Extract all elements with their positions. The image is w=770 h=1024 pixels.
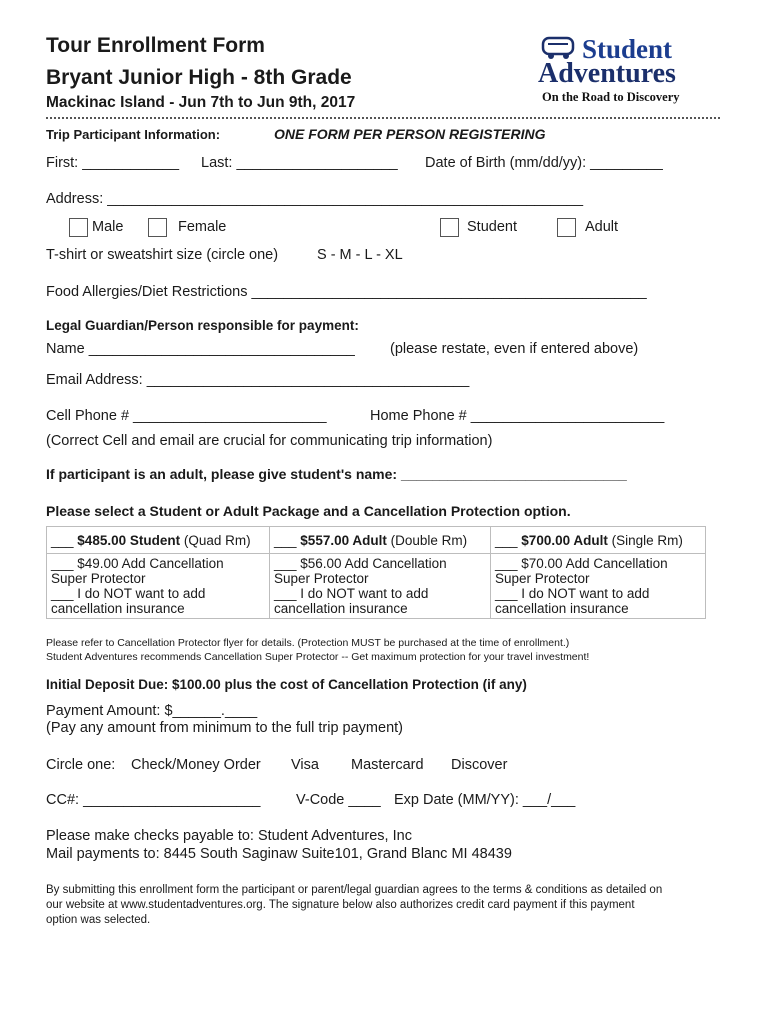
decline: ___ I do NOT want to add	[51, 586, 206, 601]
male-checkbox[interactable]	[69, 218, 88, 237]
price: $557.00 Adult	[300, 532, 387, 548]
terms-line-2: our website at www.studentadventures.org. The signature below also authorizes credit card payment if this payment	[46, 899, 635, 911]
room: (Double Rm)	[390, 532, 468, 548]
home-phone-field[interactable]: Home Phone # ________________________	[370, 408, 665, 424]
decline: ___ I do NOT want to add	[274, 586, 429, 601]
header-divider	[46, 117, 720, 119]
decline: ___ I do NOT want to add	[495, 586, 650, 601]
student-package-option[interactable]	[47, 527, 270, 554]
recommend-note: Student Adventures recommends Cancellation Super Protector -- Get maximum protection for your travel investment!	[46, 651, 590, 663]
logo-line2: Adventures	[538, 58, 676, 89]
blank: ___	[51, 532, 74, 548]
protect: ___ $56.00 Add Cancellation	[274, 556, 447, 571]
student-adventures-logo	[538, 34, 706, 106]
credit-card-field[interactable]: CC#: ______________________	[46, 792, 261, 808]
address-field[interactable]: Address: ___________________________________________________________	[46, 191, 584, 207]
package-table	[46, 526, 706, 619]
decline2: cancellation insurance	[495, 601, 629, 616]
protect: ___ $49.00 Add Cancellation	[51, 556, 224, 571]
terms-line-1: By submitting this enrollment form the participant or parent/legal guardian agrees to the terms & conditions as detailed on	[46, 884, 663, 896]
adult-single-package-option[interactable]	[491, 527, 706, 554]
deposit-note: Initial Deposit Due: $100.00 plus the cost of Cancellation Protection (if any)	[46, 677, 527, 692]
allergies-field[interactable]: Food Allergies/Diet Restrictions _________________________________________________	[46, 284, 647, 300]
protect2: Super Protector	[51, 571, 146, 586]
adult-double-package-option[interactable]	[270, 527, 491, 554]
guardian-name-field[interactable]: Name _________________________________	[46, 341, 355, 357]
mastercard-option[interactable]: Mastercard	[351, 757, 424, 773]
guardian-heading: Legal Guardian/Person responsible for payment:	[46, 318, 359, 333]
student-checkbox[interactable]	[440, 218, 459, 237]
logo-line1: Student	[582, 34, 673, 64]
shirt-size-options[interactable]: S - M - L - XL	[317, 247, 403, 263]
decline2: cancellation insurance	[51, 601, 185, 616]
male-label: Male	[92, 219, 124, 235]
package-heading: Please select a Student or Adult Package and a Cancellation Protection option.	[46, 503, 571, 519]
form-title: Tour Enrollment Form	[46, 34, 265, 57]
adult-label: Adult	[585, 219, 619, 235]
student-protection-options[interactable]	[47, 554, 270, 619]
adult-double-protection-options[interactable]	[270, 554, 491, 619]
exp-date-field[interactable]: Exp Date (MM/YY): ___/___	[394, 792, 576, 808]
dob-field[interactable]: Date of Birth (mm/dd/yy): _________	[425, 155, 663, 171]
female-checkbox[interactable]	[148, 218, 167, 237]
price: $485.00 Student	[77, 532, 181, 548]
trip-dates: Mackinac Island - Jun 7th to Jun 9th, 2017	[46, 94, 356, 111]
discover-option[interactable]: Discover	[451, 757, 508, 773]
payment-amount-field[interactable]: Payment Amount: $______.____	[46, 703, 258, 719]
price: $700.00 Adult	[521, 532, 608, 548]
guardian-name-note: (please restate, even if entered above)	[390, 341, 639, 357]
first-name-field[interactable]: First: ____________	[46, 155, 180, 171]
protect: ___ $70.00 Add Cancellation	[495, 556, 668, 571]
participant-heading: Trip Participant Information:	[46, 127, 221, 142]
terms-line-3: option was selected.	[46, 914, 151, 926]
email-field[interactable]: Email Address: ________________________________________	[46, 372, 470, 388]
female-label: Female	[178, 219, 227, 235]
protect2: Super Protector	[495, 571, 590, 586]
vcode-field[interactable]: V-Code ____	[296, 792, 381, 808]
payable-note: Please make checks payable to: Student Adventures, Inc	[46, 828, 412, 844]
school-subtitle: Bryant Junior High - 8th Grade	[46, 66, 352, 89]
room: (Quad Rm)	[183, 532, 251, 548]
payment-amount-note: (Pay any amount from minimum to the full trip payment)	[46, 720, 403, 736]
adult-checkbox[interactable]	[557, 218, 576, 237]
one-form-note: ONE FORM PER PERSON REGISTERING	[274, 126, 546, 142]
cell-phone-field[interactable]: Cell Phone # ________________________	[46, 408, 327, 424]
adult-single-protection-options[interactable]	[491, 554, 706, 619]
last-name-field[interactable]: Last: ____________________	[201, 155, 398, 171]
circle-one-label: Circle one:	[46, 757, 116, 773]
logo-tagline: On the Road to Discovery	[542, 90, 680, 104]
mail-address: Mail payments to: 8445 South Saginaw Suite101, Grand Blanc MI 48439	[46, 846, 512, 862]
protect2: Super Protector	[274, 571, 369, 586]
blank: ___	[274, 532, 297, 548]
student-label: Student	[467, 219, 517, 235]
shirt-size-label: T-shirt or sweatshirt size (circle one)	[46, 247, 279, 263]
decline2: cancellation insurance	[274, 601, 408, 616]
blank: ___	[495, 532, 518, 548]
visa-option[interactable]: Visa	[291, 757, 319, 773]
room: (Single Rm)	[611, 532, 683, 548]
contact-note: (Correct Cell and email are crucial for communicating trip information)	[46, 433, 493, 449]
check-money-order-option[interactable]: Check/Money Order	[131, 757, 261, 773]
adult-student-name-field[interactable]: If participant is an adult, please give student's name: _____________________________	[46, 466, 627, 482]
refer-note: Please refer to Cancellation Protector flyer for details. (Protection MUST be purchased at the time of enrollment.)	[46, 637, 570, 649]
